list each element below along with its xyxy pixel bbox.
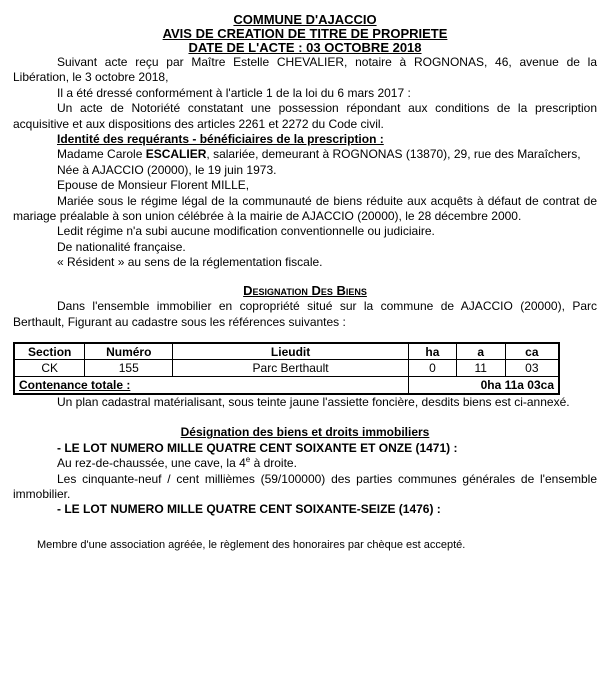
title-commune: COMMUNE D'AJACCIO bbox=[233, 12, 377, 27]
total-value-cell: 0ha 11a 03ca bbox=[409, 377, 560, 394]
madame-surname: ESCALIER bbox=[145, 147, 207, 162]
col-header-section: Section bbox=[14, 343, 85, 360]
madame-prefix: Madame Carole bbox=[57, 147, 146, 162]
col-header-ca: ca bbox=[505, 343, 559, 360]
identity-heading: Identité des requérants - bénéficiaires de la prescription : bbox=[57, 132, 384, 147]
cadastre-table bbox=[13, 342, 560, 395]
document-header bbox=[13, 13, 597, 55]
cadastre-data-row bbox=[14, 360, 559, 377]
intro-paragraph-notoriete: Un acte de Notoriété constatant une possession répondant aux conditions de la prescription acquisitive et aux dispositions des articles 2261 et 2272 du Code civil. bbox=[13, 101, 597, 131]
total-label-text: Contenance totale : bbox=[19, 378, 131, 393]
intro-paragraph-notaire: Suivant acte reçu par Maître Estelle CHEVALIER, notaire à ROGNONAS, 46, avenue de la Libération, le 3 octobre 2018, bbox=[13, 55, 597, 85]
lot-1471-title: - LE LOT NUMERO MILLE QUATRE CENT SOIXANTE ET ONZE (1471) : bbox=[57, 440, 458, 455]
lot-1471-desc-superscript: e bbox=[245, 455, 251, 465]
col-header-a: a bbox=[456, 343, 505, 360]
identity-born-line: Née à AJACCIO (20000), le 19 juin 1973. bbox=[57, 162, 277, 177]
col-header-lieudit: Lieudit bbox=[173, 343, 409, 360]
footer-association-note: Membre d'une association agréée, le règlement des honoraires par chèque est accepté. bbox=[37, 538, 466, 551]
designation-biens-heading: Designation Des Biens bbox=[243, 282, 367, 298]
lot-1471-desc-suffix: à droite. bbox=[250, 456, 297, 471]
title-avis: AVIS DE CREATION DE TITRE DE PROPRIETE bbox=[162, 26, 448, 41]
cell-numero: 155 bbox=[85, 360, 173, 377]
cell-section: CK bbox=[14, 360, 85, 377]
identity-spouse-line: Epouse de Monsieur Florent MILLE, bbox=[57, 178, 250, 193]
cell-lieudit: Parc Berthault bbox=[173, 360, 409, 377]
designation-biens-section bbox=[13, 283, 597, 299]
identity-regime-line: Mariée sous le régime légal de la communauté de biens réduite aux acquêts à défaut de contrat de mariage préalable à son union célébrée à la mairie de AJACCIO (20000), le 28 décembre 2000. bbox=[13, 193, 597, 224]
lots-section bbox=[13, 425, 597, 440]
cadastre-total-row bbox=[14, 377, 559, 394]
lot-1471-desc-prefix: Au rez-de-chaussée, une cave, la 4 bbox=[57, 456, 246, 471]
designation-intro-paragraph: Dans l'ensemble immobilier en copropriété situé sur la commune de AJACCIO (20000), Parc Berthault, Figurant au cadastre sous les références suivantes : bbox=[13, 299, 597, 329]
total-label-cell bbox=[14, 377, 409, 394]
cell-ca: 03 bbox=[505, 360, 559, 377]
lot-1471-description bbox=[13, 456, 597, 471]
identity-section bbox=[13, 132, 597, 147]
cell-a: 11 bbox=[456, 360, 505, 377]
lot-1471-share: Les cinquante-neuf / cent millièmes (59/100000) des parties communes générales de l'ensemble immobilier. bbox=[13, 471, 597, 501]
identity-nationality-line: De nationalité française. bbox=[57, 239, 186, 254]
lots-heading: Désignation des biens et droits immobiliers bbox=[180, 425, 430, 440]
lot-1476-title: - LE LOT NUMERO MILLE QUATRE CENT SOIXANTE-SEIZE (1476) : bbox=[57, 502, 441, 517]
col-header-ha: ha bbox=[409, 343, 457, 360]
identity-no-modification-line: Ledit régime n'a subi aucune modification conventionnelle ou judiciaire. bbox=[57, 224, 435, 239]
intro-paragraph-loi: Il a été dressé conformément à l'article 1 de la loi du 6 mars 2017 : bbox=[57, 85, 411, 100]
plan-cadastral-note: Un plan cadastral matérialisant, sous teinte jaune l'assiette foncière, desdits biens est ci-annexé. bbox=[57, 394, 570, 409]
cadastre-header-row bbox=[14, 343, 559, 360]
title-date-acte: DATE DE L'ACTE : 03 OCTOBRE 2018 bbox=[188, 40, 422, 55]
cell-ha: 0 bbox=[409, 360, 457, 377]
identity-resident-line: « Résident » au sens de la réglementation fiscale. bbox=[57, 255, 323, 270]
col-header-numero: Numéro bbox=[85, 343, 173, 360]
identity-madame-line bbox=[13, 147, 597, 162]
madame-suffix: , salariée, demeurant à ROGNONAS (13870), 29, rue des Maraîchers, bbox=[206, 147, 581, 162]
